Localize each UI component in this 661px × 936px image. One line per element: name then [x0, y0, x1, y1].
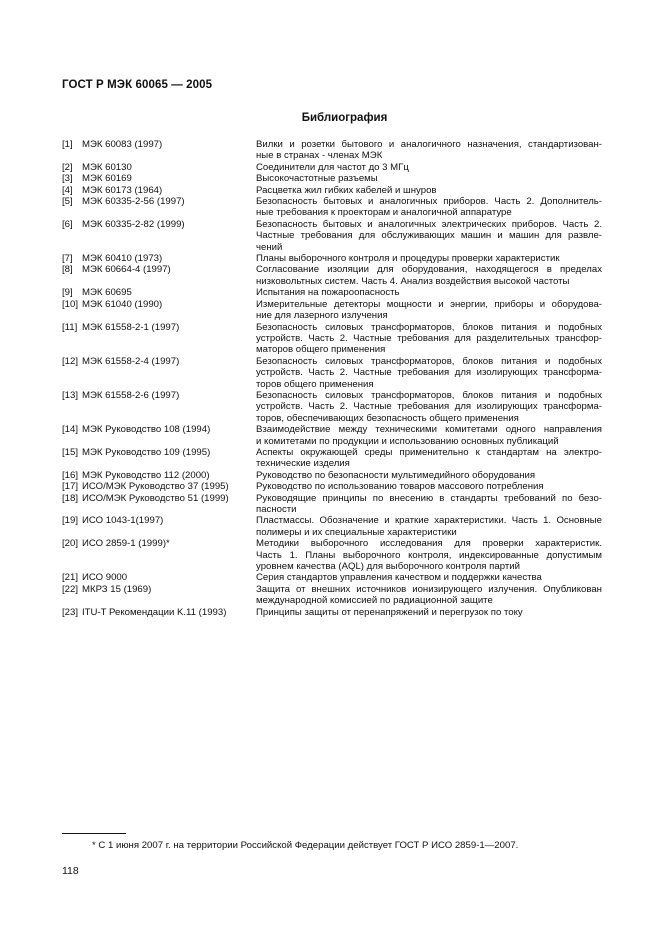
bibliography-entry	[62, 481, 602, 492]
bibliography-entry	[62, 493, 602, 516]
entry-description-line: Высокочастотные разъемы	[256, 173, 378, 185]
entry-description-line: Безопасность бытовых и аналогичных приборов. Часть 2. Дополнитель-	[256, 196, 602, 208]
bibliography-list	[62, 139, 602, 618]
entry-number: [13]	[62, 389, 79, 401]
entry-description	[256, 173, 602, 184]
bibliography-entry	[62, 219, 602, 253]
entry-number: [19]	[62, 515, 79, 527]
entry-number: [14]	[62, 424, 79, 436]
entry-source: МЭК 61558-2-4 (1997)	[82, 355, 180, 367]
entry-number: [15]	[62, 446, 79, 458]
entry-description	[256, 538, 602, 572]
entry-description-line: технические изделия	[256, 458, 350, 470]
entry-source: МЭК 60083 (1997)	[82, 139, 163, 150]
bibliography-entry	[62, 515, 602, 538]
entry-number: [17]	[62, 481, 79, 493]
entry-description-line: Безопасность бытовых и аналогичных электрических приборов. Часть 2.	[256, 218, 602, 230]
bibliography-entry	[62, 390, 602, 424]
entry-number: [18]	[62, 492, 79, 504]
entry-description	[256, 196, 602, 219]
entry-source: МЭК 60130	[82, 161, 132, 173]
entry-description-line: Безопасность силовых трансформаторов, блоков питания и подобных	[256, 321, 602, 333]
entry-description-line: Пластмассы. Обозначение и краткие характеристики. Часть 1. Основные	[256, 515, 602, 527]
entry-source: МЭК Руководство 112 (2000)	[82, 469, 210, 481]
entry-source: ИСО 1043-1(1997)	[82, 515, 164, 527]
entry-number: [21]	[62, 572, 79, 584]
entry-description-line: Расцветка жил гибких кабелей и шнуров	[256, 184, 437, 196]
bibliography-entry	[62, 196, 602, 219]
entry-source: МЭК 60695	[82, 287, 132, 299]
entry-description	[256, 470, 602, 481]
entry-description-line: маторов общего применения	[256, 344, 386, 356]
entry-description-line: и комитетами по продукции и использованию основных публикаций	[256, 435, 559, 447]
bibliography-entry	[62, 299, 602, 322]
bibliography-entry	[62, 185, 602, 196]
entry-description-line: Методики выборочного исследования для проверки характеристик.	[256, 538, 602, 550]
entry-source: МЭК 60335-2-82 (1999)	[82, 218, 185, 230]
entry-description	[256, 572, 602, 583]
entry-description-line: Руководящие принципы по внесению в стандарты требований по безо-	[256, 492, 602, 504]
entry-description	[256, 356, 602, 390]
entry-source: ИСО 2859-1 (1999)*	[82, 538, 170, 550]
entry-description-line: пасности	[256, 504, 297, 515]
entry-number: [11]	[62, 321, 78, 333]
entry-description	[256, 162, 602, 173]
entry-description-line: ные требования к проекторам и аналогичной аппаратуре	[256, 207, 512, 219]
entry-description-line: Измерительные детекторы мощности и энергии, приборы и оборудова-	[256, 298, 602, 310]
entry-description-line: Частные требования для обслуживающих машин и машин для развле-	[256, 230, 602, 242]
entry-description-line: устройств. Часть 2. Частные требования для разделительных трансфор-	[256, 332, 602, 344]
entry-source: МЭК 60664-4 (1997)	[82, 264, 171, 276]
entry-description-line: чений	[256, 241, 283, 253]
entry-description-line: устройств. Часть 2. Частные требования для изолирующих трансформа-	[256, 401, 602, 413]
entry-description-line: устройств. Часть 2. Частные требования для изолирующих трансформа-	[256, 367, 602, 379]
entry-description-line: ные в странах - членах МЭК	[256, 150, 383, 162]
entry-source: МЭК 60173 (1964)	[82, 184, 163, 196]
entry-number: [6]	[62, 218, 73, 230]
entry-description-line: уровнем качества (AQL) для выборочного контроля партий	[256, 561, 520, 573]
entry-description	[256, 299, 602, 322]
entry-source: МЭК Руководство 109 (1995)	[82, 446, 211, 458]
entry-description	[256, 390, 602, 424]
entry-description-line: Безопасность силовых трансформаторов, блоков питания и подобных	[256, 355, 602, 367]
entry-description-line: ние для лазерного излучения	[256, 310, 388, 322]
entry-description	[256, 481, 602, 492]
bibliography-entry	[62, 253, 602, 264]
entry-source: МКРЗ 15 (1969)	[82, 583, 152, 595]
entry-number: [16]	[62, 469, 79, 481]
entry-description-line: Защита от внешних источников ионизирующего излучения. Опубликован	[256, 583, 602, 595]
entry-description	[256, 253, 602, 264]
page-title: Библиография	[301, 112, 388, 124]
entry-description	[256, 447, 602, 470]
entry-description-line: Испытания на пожароопасность	[256, 287, 400, 299]
entry-number: [3]	[62, 173, 73, 185]
entry-description	[256, 322, 602, 356]
entry-source: МЭК 60169	[82, 173, 132, 185]
entry-description	[256, 287, 602, 298]
entry-number: [20]	[62, 538, 79, 550]
bibliography-entry	[62, 264, 602, 287]
bibliography-entry	[62, 139, 602, 162]
page-number: 118	[62, 865, 79, 877]
entry-description-line: торов, обеспечивающих безопасность общего применения	[256, 412, 519, 424]
entry-number: [5]	[62, 196, 73, 208]
entry-source: ITU-T Рекомендации K.11 (1993)	[82, 606, 227, 618]
bibliography-entry	[62, 173, 602, 184]
entry-source: МЭК 61040 (1990)	[82, 298, 163, 310]
bibliography-entry	[62, 572, 602, 583]
entry-description-line: Принципы защиты от перенапряжений и перегрузок по току	[256, 606, 523, 618]
bibliography-entry	[62, 470, 602, 481]
entry-description	[256, 493, 602, 516]
entry-description-line: низковольтных систем. Часть 4. Анализ воздействия высокой частоты	[256, 275, 570, 287]
entry-number: [22]	[62, 583, 79, 595]
entry-number: [4]	[62, 184, 73, 196]
bibliography-entry	[62, 287, 602, 298]
entry-description-line: Планы выборочного контроля и процедуры проверки характеристик	[256, 253, 560, 265]
entry-source: МЭК 60410 (1973)	[82, 253, 163, 265]
entry-source: ИСО 9000	[82, 572, 128, 584]
entry-number: [23]	[62, 606, 79, 618]
footnote-divider	[62, 833, 126, 834]
entry-description	[256, 424, 602, 447]
entry-description-line: полимеры и их специальные характеристики	[256, 526, 457, 538]
entry-description	[256, 185, 602, 196]
entry-description	[256, 139, 602, 162]
footnote: * С 1 июня 2007 г. на территории Российской Федерации действует ГОСТ Р ИСО 2859-1—2007.	[92, 840, 519, 851]
entry-source: ИСО/МЭК Руководство 51 (1999)	[82, 492, 229, 504]
entry-description-line: торов общего применения	[256, 378, 374, 390]
entry-description	[256, 607, 602, 618]
entry-description-line: Часть 1. Планы выборочного контроля, индексированные допустимым	[256, 549, 602, 561]
entry-description-line: Безопасность силовых трансформаторов, блоков питания и подобных	[256, 389, 602, 401]
entry-description	[256, 584, 602, 607]
entry-description	[256, 515, 602, 538]
entry-number: [9]	[62, 287, 73, 299]
entry-number: [8]	[62, 264, 73, 276]
entry-number: [12]	[62, 355, 79, 367]
entry-description-line: Руководство по безопасности мультимедийного оборудования	[256, 469, 536, 481]
entry-description-line: Соединители для частот до 3 МГц	[256, 161, 409, 173]
entry-description-line: международной комиссией по радиационной защите	[256, 595, 493, 607]
bibliography-entry	[62, 447, 602, 470]
entry-number: [1]	[62, 139, 73, 150]
entry-source: ИСО/МЭК Руководство 37 (1995)	[82, 481, 229, 493]
entry-description-line: Вилки и розетки бытового и аналогичного назначения, стандартизован-	[256, 139, 602, 150]
bibliography-entry	[62, 322, 602, 356]
entry-description-line: Аспекты окружающей среды применительно к стандартам на электро-	[256, 446, 602, 458]
entry-number: [10]	[62, 298, 79, 310]
entry-source: МЭК 61558-2-6 (1997)	[82, 389, 180, 401]
bibliography-entry	[62, 584, 602, 607]
entry-description-line: Серия стандартов управления качеством и поддержки качества	[256, 572, 542, 584]
entry-description-line: Согласование изоляции для оборудования, находящегося в пределах	[256, 264, 602, 276]
bibliography-entry	[62, 424, 602, 447]
bibliography-entry	[62, 538, 602, 572]
entry-description-line: Взаимодействие между техническими комитетами одного направления	[256, 424, 602, 436]
bibliography-entry	[62, 162, 602, 173]
entry-source: МЭК 61558-2-1 (1997)	[82, 321, 180, 333]
entry-description	[256, 219, 602, 253]
bibliography-entry	[62, 607, 602, 618]
entry-number: [2]	[62, 161, 73, 173]
bibliography-entry	[62, 356, 602, 390]
entry-source: МЭК Руководство 108 (1994)	[82, 424, 211, 436]
entry-number: [7]	[62, 253, 73, 265]
entry-description-line: Руководство по использованию товаров массового потребления	[256, 481, 544, 493]
document-header: ГОСТ Р МЭК 60065 — 2005	[62, 79, 213, 91]
entry-description	[256, 264, 602, 287]
entry-source: МЭК 60335-2-56 (1997)	[82, 196, 185, 208]
